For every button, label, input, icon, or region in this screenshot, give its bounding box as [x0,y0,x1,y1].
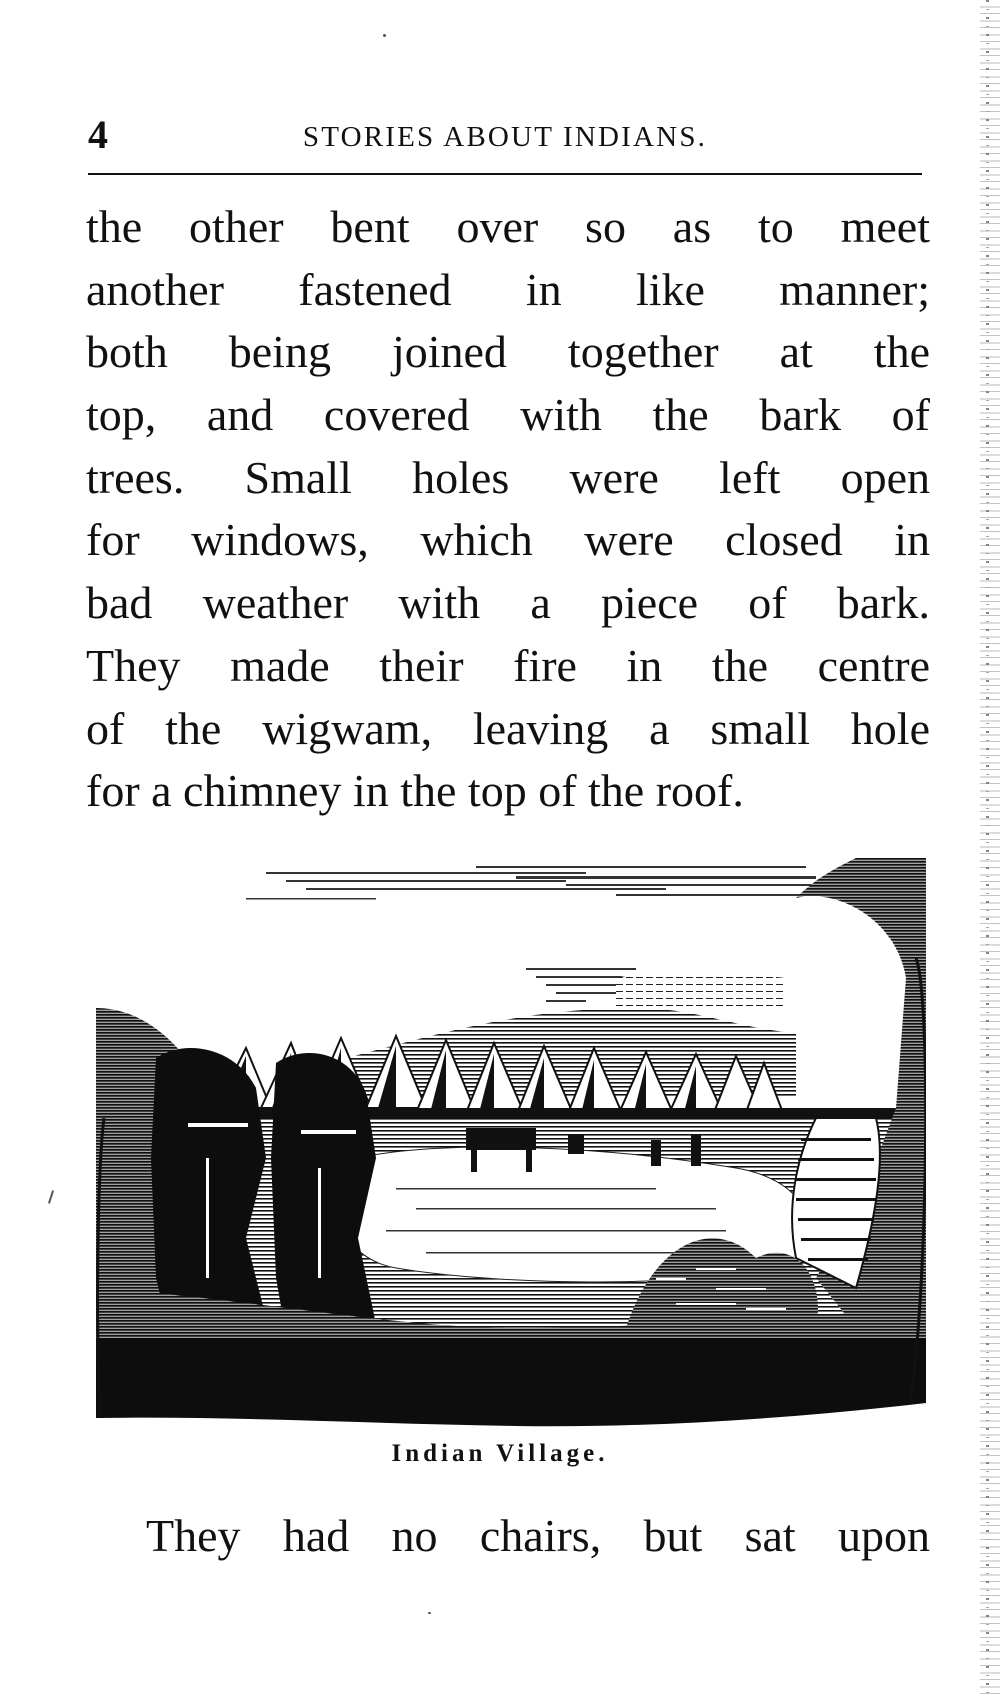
text-line: another fastened in like manner; [86,263,930,315]
text-line: for a chimney in the top of the roof. [86,765,744,817]
ink-speck [48,1190,54,1204]
figure-caption: Indian Village. [391,1440,609,1467]
ink-speck [383,34,386,37]
running-title: STORIES ABOUT INDIANS. [302,121,708,153]
body-paragraph [86,196,930,823]
text-line: the other bent over so as to meet [86,201,930,252]
text-line: They made their fire in the centre [86,639,930,691]
page-number: 4 [88,112,108,157]
indian-village-engraving [96,858,926,1438]
text-line: of the wigwam, leaving a small hole [86,702,930,754]
header-rule [88,173,922,175]
woodcut-illustration [96,858,926,1438]
page-header [88,112,922,158]
text-line: top, and covered with the bark of [86,389,930,441]
text-line: both being joined together at the [86,326,930,378]
continuation-line: They had no chairs, but sat upon [146,1510,930,1561]
text-line: trees. Small holes were left open [86,451,930,503]
text-line: bad weather with a piece of bark. [86,577,930,629]
ink-speck [428,1612,431,1614]
text-line: for windows, which were closed in [86,514,930,566]
